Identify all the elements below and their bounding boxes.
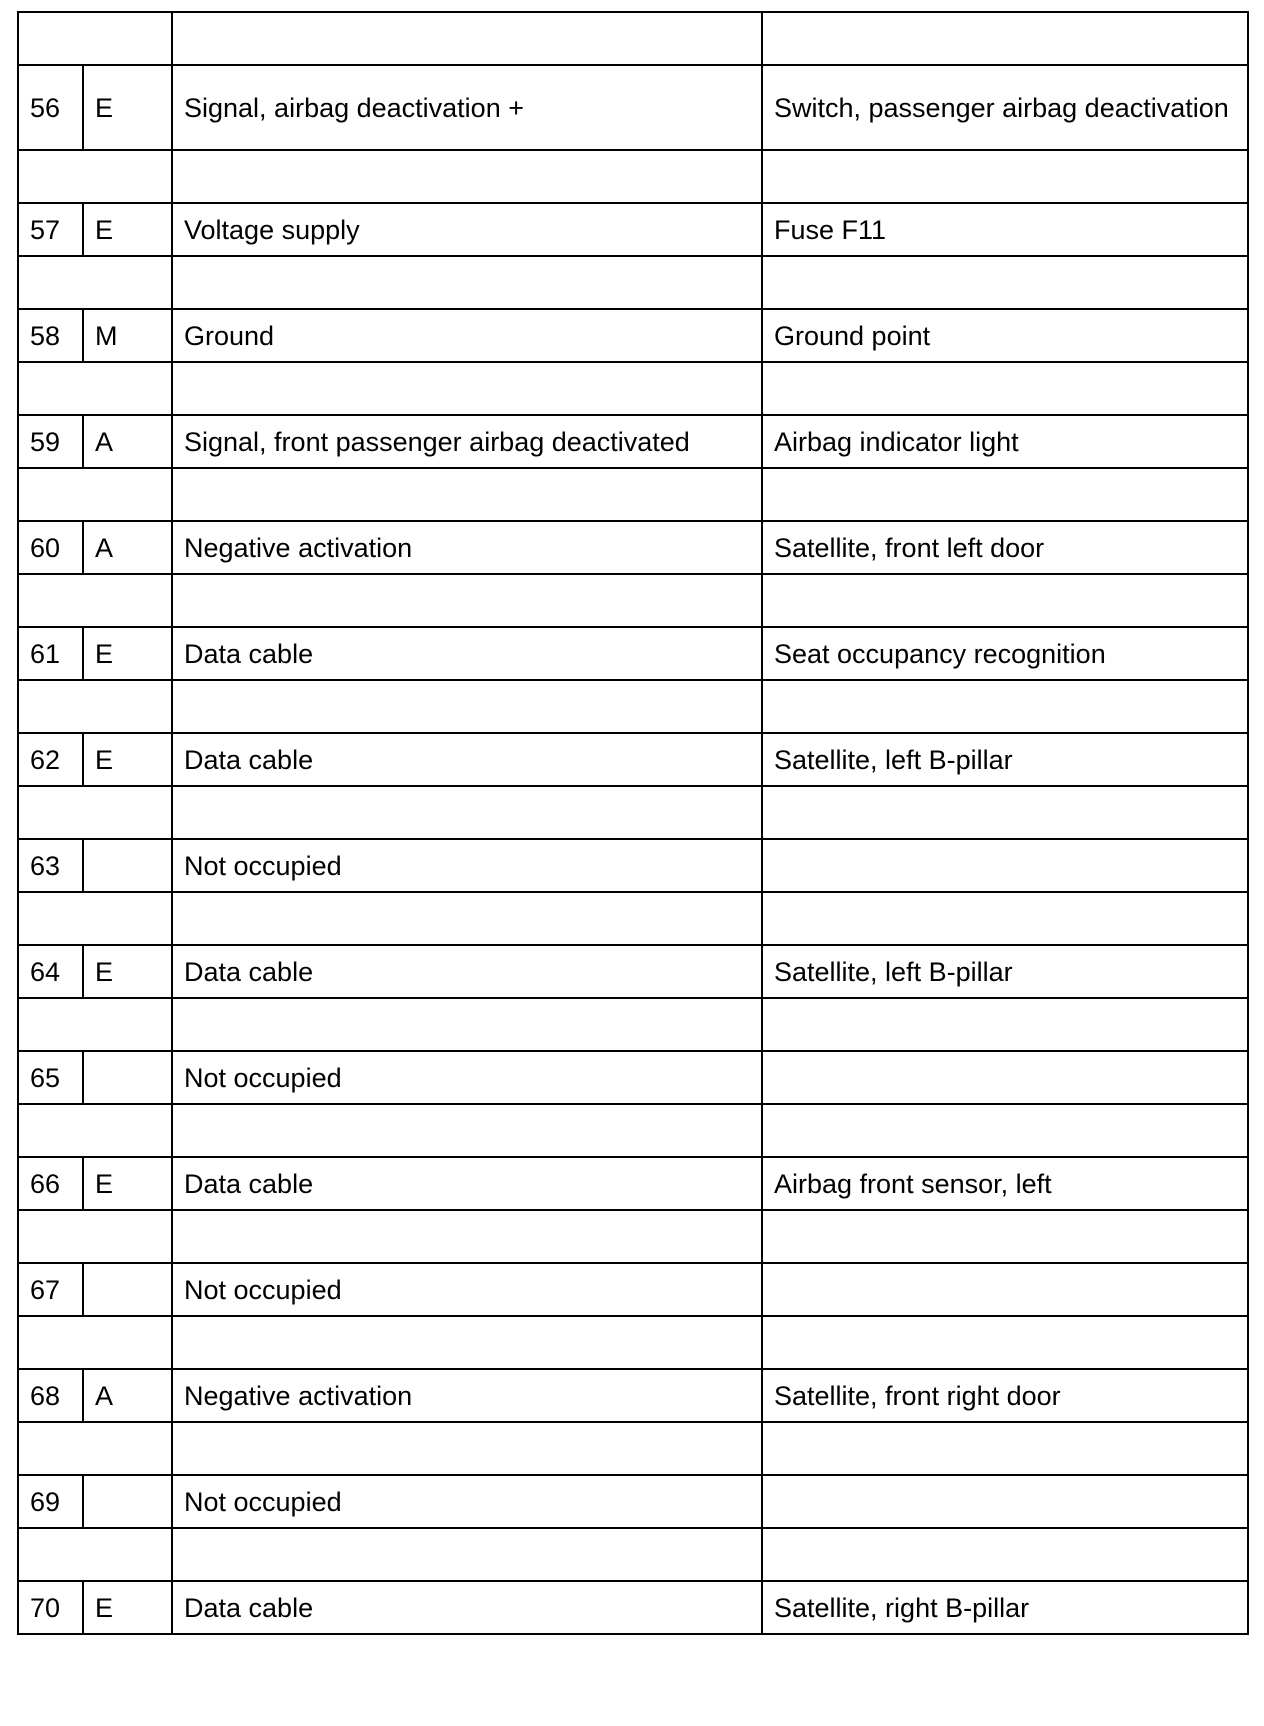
- spacer-cell: [172, 256, 762, 309]
- spacer-cell: [762, 1210, 1248, 1263]
- connection-destination: Satellite, front left door: [762, 521, 1248, 574]
- signal-type: E: [83, 1581, 172, 1634]
- connection-destination: [762, 1263, 1248, 1316]
- spacer-cell: [172, 150, 762, 203]
- pin-number: 59: [18, 415, 83, 468]
- spacer-row: [18, 786, 1248, 839]
- connection-destination: Satellite, front right door: [762, 1369, 1248, 1422]
- spacer-cell: [762, 150, 1248, 203]
- pin-number: 57: [18, 203, 83, 256]
- table-row: [18, 839, 1248, 892]
- spacer-row: [18, 468, 1248, 521]
- spacer-cell: [172, 1528, 762, 1581]
- spacer-row: [18, 998, 1248, 1051]
- spacer-cell: [762, 998, 1248, 1051]
- spacer-cell: [18, 1316, 172, 1369]
- signal-type: M: [83, 309, 172, 362]
- table-row: [18, 65, 1248, 150]
- signal-type: [83, 1263, 172, 1316]
- spacer-cell: [172, 998, 762, 1051]
- spacer-cell: [172, 680, 762, 733]
- spacer-cell: [762, 786, 1248, 839]
- table-row: [18, 733, 1248, 786]
- spacer-cell: [18, 1210, 172, 1263]
- pin-number: 56: [18, 65, 83, 150]
- spacer-cell: [172, 1422, 762, 1475]
- spacer-row: [18, 12, 1248, 65]
- signal-type: A: [83, 415, 172, 468]
- connection-destination: Airbag indicator light: [762, 415, 1248, 468]
- spacer-cell: [18, 680, 172, 733]
- spacer-cell: [18, 574, 172, 627]
- connection-destination: Satellite, left B-pillar: [762, 733, 1248, 786]
- pin-number: 62: [18, 733, 83, 786]
- signal-description: Not occupied: [172, 1475, 762, 1528]
- spacer-cell: [172, 574, 762, 627]
- signal-type: [83, 1051, 172, 1104]
- spacer-row: [18, 892, 1248, 945]
- signal-description: Not occupied: [172, 839, 762, 892]
- connection-destination: Satellite, left B-pillar: [762, 945, 1248, 998]
- connection-destination: Airbag front sensor, left: [762, 1157, 1248, 1210]
- table-row: [18, 1369, 1248, 1422]
- signal-description: Data cable: [172, 1157, 762, 1210]
- signal-type: A: [83, 521, 172, 574]
- connection-destination: Satellite, right B-pillar: [762, 1581, 1248, 1634]
- spacer-cell: [762, 1316, 1248, 1369]
- table-row: [18, 1051, 1248, 1104]
- spacer-cell: [172, 892, 762, 945]
- spacer-cell: [762, 362, 1248, 415]
- spacer-cell: [762, 256, 1248, 309]
- spacer-cell: [172, 362, 762, 415]
- pin-number: 58: [18, 309, 83, 362]
- table-row: [18, 309, 1248, 362]
- spacer-cell: [18, 1104, 172, 1157]
- pin-number: 61: [18, 627, 83, 680]
- spacer-cell: [762, 892, 1248, 945]
- table-row: [18, 1475, 1248, 1528]
- pin-number: 70: [18, 1581, 83, 1634]
- connection-destination: [762, 1051, 1248, 1104]
- spacer-cell: [172, 1210, 762, 1263]
- spacer-cell: [18, 998, 172, 1051]
- pin-number: 63: [18, 839, 83, 892]
- table-row: [18, 1157, 1248, 1210]
- pin-number: 65: [18, 1051, 83, 1104]
- signal-type: E: [83, 627, 172, 680]
- pin-number: 64: [18, 945, 83, 998]
- spacer-cell: [18, 1422, 172, 1475]
- spacer-cell: [762, 1422, 1248, 1475]
- pin-assignment-table: [17, 11, 1249, 1635]
- signal-description: Data cable: [172, 627, 762, 680]
- spacer-row: [18, 574, 1248, 627]
- spacer-row: [18, 1210, 1248, 1263]
- table-row: [18, 945, 1248, 998]
- spacer-cell: [172, 468, 762, 521]
- signal-type: [83, 1475, 172, 1528]
- signal-description: Negative activation: [172, 521, 762, 574]
- pin-number: 60: [18, 521, 83, 574]
- signal-description: Signal, front passenger airbag deactivated: [172, 415, 762, 468]
- spacer-row: [18, 1104, 1248, 1157]
- signal-description: Not occupied: [172, 1263, 762, 1316]
- signal-type: E: [83, 733, 172, 786]
- table-row: [18, 521, 1248, 574]
- spacer-cell: [18, 12, 172, 65]
- spacer-cell: [18, 468, 172, 521]
- spacer-row: [18, 362, 1248, 415]
- spacer-cell: [762, 1528, 1248, 1581]
- signal-type: E: [83, 945, 172, 998]
- spacer-row: [18, 1422, 1248, 1475]
- table-row: [18, 1263, 1248, 1316]
- connection-destination: Switch, passenger airbag deactivation: [762, 65, 1248, 150]
- spacer-cell: [762, 680, 1248, 733]
- connection-destination: Seat occupancy recognition: [762, 627, 1248, 680]
- spacer-row: [18, 256, 1248, 309]
- spacer-cell: [18, 786, 172, 839]
- signal-description: Data cable: [172, 733, 762, 786]
- spacer-cell: [762, 1104, 1248, 1157]
- table-row: [18, 1581, 1248, 1634]
- signal-description: Data cable: [172, 945, 762, 998]
- spacer-cell: [172, 1316, 762, 1369]
- pin-number: 68: [18, 1369, 83, 1422]
- signal-type: [83, 839, 172, 892]
- signal-description: Voltage supply: [172, 203, 762, 256]
- connection-destination: [762, 839, 1248, 892]
- connection-destination: [762, 1475, 1248, 1528]
- table-row: [18, 203, 1248, 256]
- signal-description: Signal, airbag deactivation +: [172, 65, 762, 150]
- spacer-row: [18, 1316, 1248, 1369]
- spacer-cell: [172, 12, 762, 65]
- spacer-cell: [18, 150, 172, 203]
- spacer-cell: [762, 468, 1248, 521]
- spacer-cell: [18, 1528, 172, 1581]
- spacer-cell: [172, 786, 762, 839]
- spacer-row: [18, 680, 1248, 733]
- pin-number: 69: [18, 1475, 83, 1528]
- signal-type: A: [83, 1369, 172, 1422]
- spacer-cell: [18, 362, 172, 415]
- table-row: [18, 627, 1248, 680]
- signal-description: Ground: [172, 309, 762, 362]
- spacer-cell: [762, 574, 1248, 627]
- signal-type: E: [83, 203, 172, 256]
- spacer-cell: [172, 1104, 762, 1157]
- signal-description: Negative activation: [172, 1369, 762, 1422]
- spacer-cell: [18, 256, 172, 309]
- pin-number: 66: [18, 1157, 83, 1210]
- signal-type: E: [83, 1157, 172, 1210]
- signal-type: E: [83, 65, 172, 150]
- spacer-cell: [762, 12, 1248, 65]
- spacer-row: [18, 150, 1248, 203]
- connection-destination: Fuse F11: [762, 203, 1248, 256]
- signal-description: Data cable: [172, 1581, 762, 1634]
- spacer-row: [18, 1528, 1248, 1581]
- spacer-cell: [18, 892, 172, 945]
- pin-number: 67: [18, 1263, 83, 1316]
- table-row: [18, 415, 1248, 468]
- connection-destination: Ground point: [762, 309, 1248, 362]
- signal-description: Not occupied: [172, 1051, 762, 1104]
